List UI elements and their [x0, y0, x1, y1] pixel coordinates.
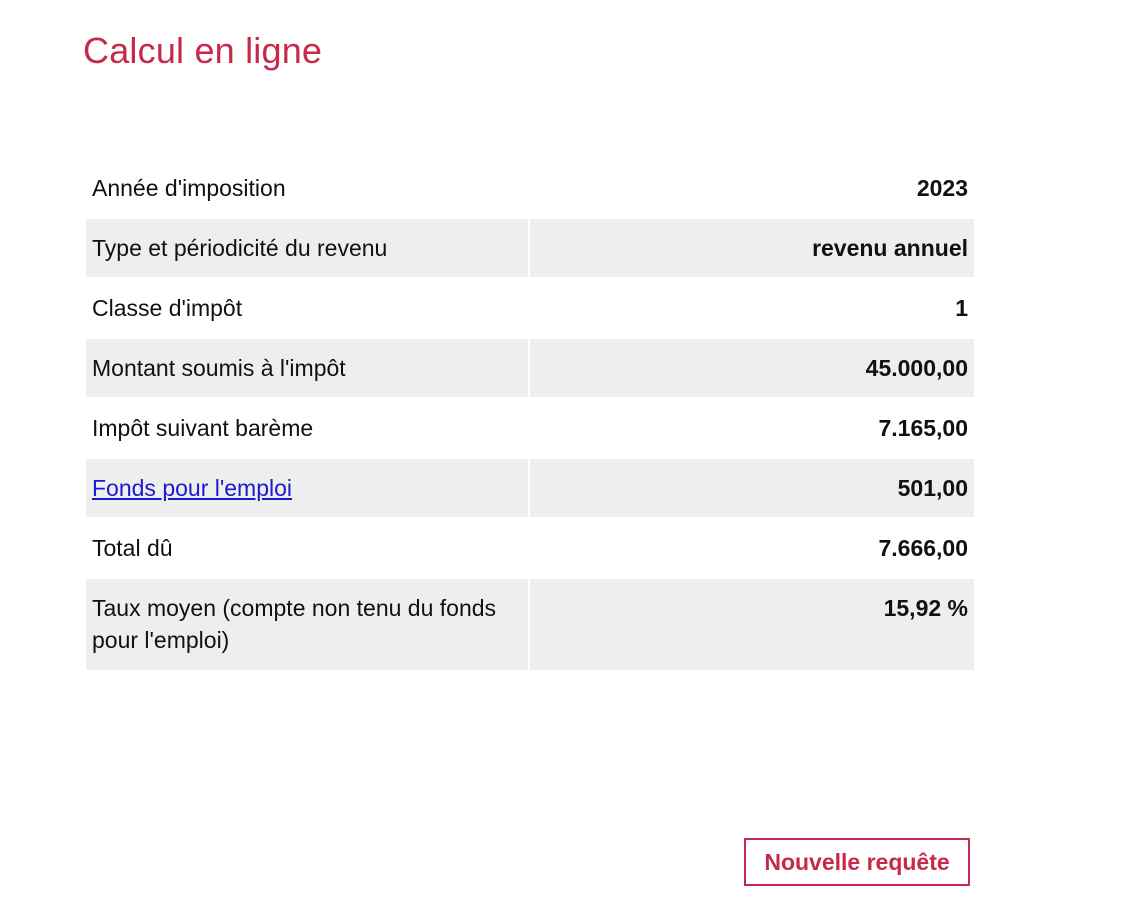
row-label: Année d'imposition — [92, 175, 286, 201]
row-label: Montant soumis à l'impôt — [86, 339, 528, 397]
table-row-employment-fund — [86, 459, 974, 517]
row-value: 7.165,00 — [878, 415, 968, 441]
table-row-total-due — [86, 519, 974, 577]
row-label: Taux moyen (compte non tenu du fonds pour l'emploi) — [86, 579, 528, 670]
table-row-income-type — [86, 219, 974, 277]
result-table — [84, 157, 976, 672]
row-value: revenu annuel — [530, 219, 974, 277]
table-row-taxable-amount — [86, 339, 974, 397]
row-value: 1 — [955, 295, 968, 321]
row-value: 7.666,00 — [878, 535, 968, 561]
row-value: 501,00 — [530, 459, 974, 517]
row-label: Classe d'impôt — [92, 295, 243, 321]
row-value: 2023 — [916, 175, 968, 201]
employment-fund-link[interactable]: Fonds pour l'emploi — [92, 475, 292, 501]
row-label: Type et périodicité du revenu — [86, 219, 528, 277]
row-value: 15,92 % — [530, 579, 974, 670]
page-title: Calcul en ligne — [83, 30, 323, 71]
row-label: Total dû — [92, 535, 173, 561]
table-row-tax-class — [86, 279, 974, 337]
table-row-average-rate — [86, 579, 974, 670]
table-row-tax-year — [86, 159, 974, 217]
new-request-button[interactable]: Nouvelle requête — [744, 838, 970, 886]
row-value: 45.000,00 — [530, 339, 974, 397]
row-label-cell — [86, 459, 528, 517]
table-row-tax-by-scale — [86, 399, 974, 457]
row-label: Impôt suivant barème — [92, 415, 314, 441]
